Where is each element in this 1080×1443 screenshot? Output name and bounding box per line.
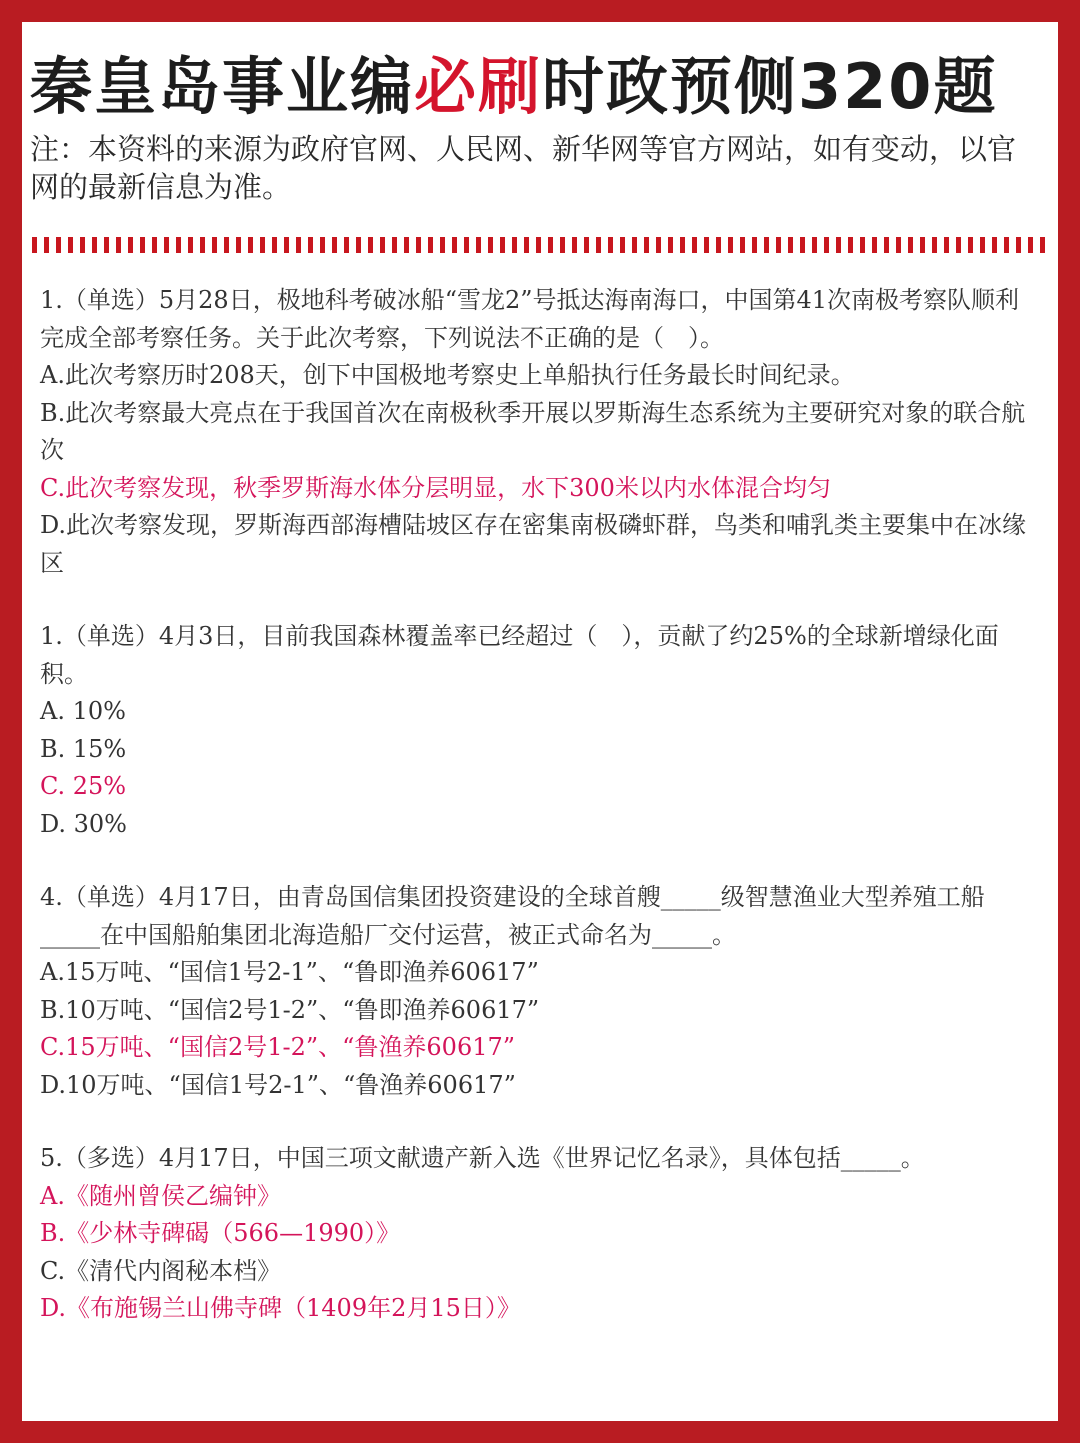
question-item: [40, 879, 1042, 1104]
dashed-divider: [32, 237, 1048, 253]
option-a: A.15万吨、“国信1号2-1”、“鲁即渔养60617”: [40, 958, 539, 986]
question-item: [40, 1140, 1042, 1328]
option-c-correct: C. 25%: [40, 772, 127, 800]
option-c: C.《清代内阁秘本档》: [40, 1256, 282, 1285]
question-stem: 1.（单选）4月3日，目前我国森林覆盖率已经超过（ ），贡献了约25%的全球新增绿化面积。: [40, 622, 999, 688]
title-highlight: 必刷: [414, 50, 543, 123]
option-d: D.此次考察发现，罗斯海西部海槽陆坡区存在密集南极磷虾群，鸟类和哺乳类主要集中在冰缘区: [40, 511, 1027, 577]
option-d-correct: D.《布施锡兰山佛寺碑（1409年2月15日）》: [40, 1294, 521, 1322]
question-stem: 1.（单选）5月28日，极地科考破冰船“雪龙2”号抵达海南海口，中国第41次南极考察队顺利完成全部考察任务。关于此次考察，下列说法不正确的是（ ）。: [40, 286, 1020, 352]
source-note: 注：本资料的来源为政府官网、人民网、新华网等官方网站，如有变动，以官网的最新信息为准。: [30, 132, 1017, 204]
option-a-correct: A.《随州曾侯乙编钟》: [40, 1181, 281, 1210]
content-card: [22, 22, 1058, 1421]
option-a: A.此次考察历时208天，创下中国极地考察史上单船执行任务最长时间纪录。: [40, 361, 855, 389]
title-part1: 秦皇岛事业编: [30, 50, 415, 123]
option-c-correct: C.15万吨、“国信2号1-2”、“鲁渔养60617”: [40, 1033, 516, 1061]
option-d: D.10万吨、“国信1号2-1”、“鲁渔养60617”: [40, 1070, 516, 1099]
page-title: [30, 50, 1050, 124]
question-list: [40, 282, 1042, 1364]
option-c-correct: C.此次考察发现，秋季罗斯海水体分层明显，水下300米以内水体混合均匀: [40, 473, 831, 502]
option-b: B. 15%: [40, 734, 127, 763]
question-stem: 4.（单选）4月17日，由青岛国信集团投资建设的全球首艘_____级智慧渔业大型养殖工船_____在中国船舶集团北海造船厂交付运营，被正式命名为_____。: [40, 883, 985, 949]
option-a: A. 10%: [40, 697, 126, 725]
title-part2: 时政预侧320题: [542, 50, 998, 123]
question-stem: 5.（多选）4月17日，中国三项文献遗产新入选《世界记忆名录》，具体包括_____。: [40, 1144, 925, 1172]
question-item: [40, 618, 1042, 843]
question-item: [40, 282, 1042, 582]
option-b-correct: B.《少林寺碑碣（566—1990）》: [40, 1219, 401, 1247]
option-b: B.10万吨、“国信2号1-2”、“鲁即渔养60617”: [40, 995, 540, 1024]
option-d: D. 30%: [40, 809, 127, 838]
option-b: B.此次考察最大亮点在于我国首次在南极秋季开展以罗斯海生态系统为主要研究对象的联合航次: [40, 398, 1026, 464]
